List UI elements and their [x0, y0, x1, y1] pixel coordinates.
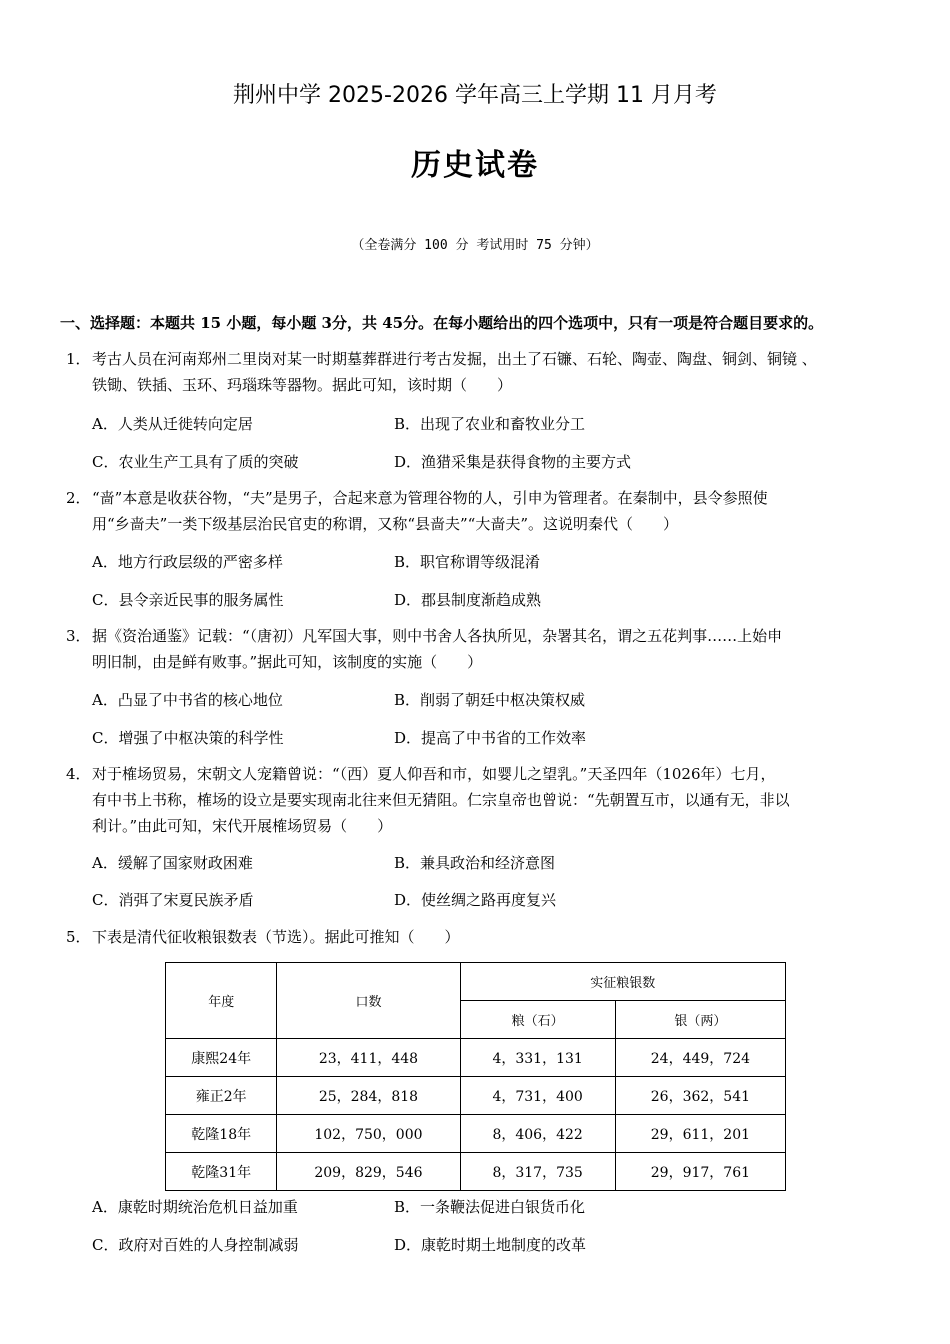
cell-population: 209，829，546	[277, 1153, 460, 1191]
subject-title: 历史试卷	[411, 148, 539, 183]
cell-year: 康熙24年	[166, 1039, 277, 1077]
table-row	[166, 1115, 786, 1153]
question-text-line: 据《资治通鉴》记载：“（唐初）凡军国大事，则中书舍人各执所见，杂署其名，谓之五花判事……上始申	[92, 627, 783, 645]
option-a: A．缓解了国家财政困难	[92, 854, 253, 872]
cell-year: 雍正2年	[166, 1077, 277, 1115]
option-d: D．使丝绸之路再度复兴	[394, 891, 557, 909]
table-row	[166, 1077, 786, 1115]
header-grain: 粮（石）	[460, 1001, 615, 1039]
option-b: B．一条鞭法促进白银货币化	[394, 1198, 586, 1216]
cell-population: 102，750，000	[277, 1115, 460, 1153]
option-c: C．农业生产工具有了质的突破	[92, 453, 299, 471]
question-number: 3．	[66, 627, 91, 645]
table-row	[166, 1153, 786, 1191]
cell-silver: 29，611，201	[615, 1115, 785, 1153]
cell-grain: 4，731，400	[460, 1077, 615, 1115]
question-text-line: 下表是清代征收粮银数表（节选）。据此可推知（ ）	[92, 928, 460, 946]
question-text-line: 用“乡啬夫”一类下级基层治民官吏的称谓，又称“县啬夫”“大啬夫”。这说明秦代（ ）	[92, 515, 679, 533]
cell-silver: 26，362，541	[615, 1077, 785, 1115]
option-b: B．职官称谓等级混淆	[394, 553, 541, 571]
option-c: C．县令亲近民事的服务属性	[92, 591, 284, 609]
question-number: 2．	[66, 489, 91, 507]
option-d: D．提高了中书省的工作效率	[394, 729, 587, 747]
question-text-line: 对于榷场贸易，宋朝文人宠籍曾说：“（西）夏人仰吾和市，如婴儿之望乳。”天圣四年（1026年）七月，	[92, 765, 776, 783]
cell-grain: 4，331，131	[460, 1039, 615, 1077]
grain-silver-table	[165, 962, 786, 1191]
option-d: D．郡县制度渐趋成熟	[394, 591, 542, 609]
section-title: 一、选择题：本题共 15 小题，每小题 3分，共 45分。在每小题给出的四个选项中，只有一项是符合题目要求的。	[60, 314, 824, 332]
option-a: A．凸显了中书省的核心地位	[92, 691, 283, 709]
option-b: B．出现了农业和畜牧业分工	[394, 415, 586, 433]
option-c: C．政府对百姓的人身控制减弱	[92, 1236, 299, 1254]
cell-grain: 8，317，735	[460, 1153, 615, 1191]
header-year: 年度	[166, 963, 277, 1039]
cell-year: 乾隆31年	[166, 1153, 277, 1191]
question-text-line: 明旧制，由是鲜有败事。”据此可知，该制度的实施（ ）	[92, 653, 483, 671]
question-text-line: 有中书上书称，榷场的设立是要实现南北往来但无猜阻。仁宗皇帝也曾说：“先朝置互市，以通有无，非以	[92, 791, 790, 809]
option-c: C．消弭了宋夏民族矛盾	[92, 891, 254, 909]
option-d: D．康乾时期土地制度的改革	[394, 1236, 587, 1254]
option-b: B．兼具政治和经济意图	[394, 854, 556, 872]
question-text-line: “啬”本意是收获谷物，“夫”是男子，合起来意为管理谷物的人，引申为管理者。在秦制中，县令参照使	[92, 489, 768, 507]
cell-silver: 24，449，724	[615, 1039, 785, 1077]
option-a: A．康乾时期统治危机日益加重	[92, 1198, 298, 1216]
header-population: 口数	[277, 963, 460, 1039]
exam-note: （全卷满分 100 分 考试用时 75 分钟）	[351, 238, 599, 253]
question-text-line: 铁锄、铁插、玉环、玛瑙珠等器物。据此可知，该时期（ ）	[92, 376, 513, 394]
header-silver: 银（两）	[615, 1001, 785, 1039]
question-text-line: 考古人员在河南郑州二里岗对某一时期墓葬群进行考古发掘，出土了石镰、石轮、陶壶、陶盘、铜剑、铜镜 、	[92, 350, 817, 368]
question-number: 4．	[66, 765, 91, 783]
option-a: A．人类从迁徙转向定居	[92, 415, 253, 433]
question-text-line: 利计。”由此可知，宋代开展榷场贸易（ ）	[92, 817, 393, 835]
option-a: A．地方行政层级的严密多样	[92, 553, 283, 571]
option-c: C．增强了中枢决策的科学性	[92, 729, 284, 747]
table-row	[166, 1039, 786, 1077]
cell-silver: 29，917，761	[615, 1153, 785, 1191]
question-number: 1．	[66, 350, 91, 368]
school-exam-title: 荆州中学 2025-2026 学年高三上学期 11 月月考	[233, 83, 717, 108]
option-b: B．削弱了朝廷中枢决策权威	[394, 691, 586, 709]
cell-population: 23，411，448	[277, 1039, 460, 1077]
option-d: D．渔猎采集是获得食物的主要方式	[394, 453, 632, 471]
header-tax-group: 实征粮银数	[460, 963, 786, 1001]
cell-grain: 8，406，422	[460, 1115, 615, 1153]
question-number: 5．	[66, 928, 91, 946]
cell-year: 乾隆18年	[166, 1115, 277, 1153]
cell-population: 25，284，818	[277, 1077, 460, 1115]
